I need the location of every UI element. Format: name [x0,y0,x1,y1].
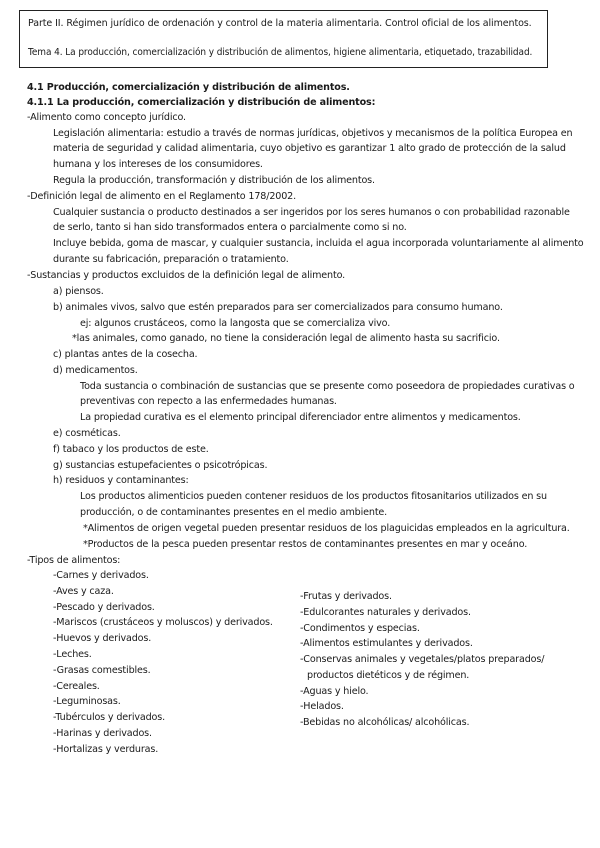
tipos-right-item: -Condimentos y especias. [300,623,420,634]
tipos-left-item: -Hortalizas y verduras. [53,744,159,755]
section-heading: 4.1 Producción, comercialización y distribución de alimentos. [27,82,350,93]
tipos-left-item: -Pescado y derivados. [53,602,155,613]
tipos-left-item: -Cereales. [53,681,100,692]
excluidos-item-f: f) tabaco y los productos de este. [53,444,209,455]
tipos-right-item: -Edulcorantes naturales y derivados. [300,607,471,618]
tipos-left-item: -Harinas y derivados. [53,728,152,739]
tipos-right-item: -Bebidas no alcohólicas/ alcohólicas. [300,717,470,728]
definicion-p2-line2: durante su fabricación, preparación o tratamiento. [53,254,289,265]
definicion-p1-line2: de serlo, tanto si han sido transformados entera o parcialmente como si no. [53,222,407,233]
tipos-right-item: -Frutas y derivados. [300,591,392,602]
excluidos-item-b-note: *las animales, como ganado, no tiene la consideración legal de alimento hasta su sacrificio. [72,333,500,344]
tipos-left-item: -Huevos y derivados. [53,633,152,644]
tipos-title: -Tipos de alimentos: [27,555,121,566]
subsection-heading: 4.1.1 La producción, comercialización y distribución de alimentos: [27,97,376,108]
definicion-p2-line1: Incluye bebida, goma de mascar, y cualquier sustancia, incluida el agua incorporada voluntariamente al alimento [53,238,584,249]
header-box [19,10,548,68]
excluidos-item-h-note2: *Productos de la pesca pueden presentar restos de contaminantes presentes en mar y oceáno. [83,539,528,550]
excluidos-item-h: h) residuos y contaminantes: [53,475,189,486]
tipos-right-item: -Helados. [300,701,344,712]
concepto-p1-line1: Legislación alimentaria: estudio a través de normas jurídicas, objetivos y mecanismos de la política Europea en [53,128,573,139]
excluidos-item-h-note1: *Alimentos de origen vegetal pueden presentar residuos de los plaguicidas empleados en la agricultura. [83,523,570,534]
tipos-right-item: -Aguas y hielo. [300,686,369,697]
definicion-title: -Definición legal de alimento en el Reglamento 178/2002. [27,191,297,202]
excluidos-item-g: g) sustancias estupefacientes o psicotrópicas. [53,460,268,471]
excluidos-item-d-line1: Toda sustancia o combinación de sustancias que se presente como poseedora de propiedades curativas o [80,381,575,392]
tipos-right-item: -Conservas animales y vegetales/platos preparados/ [300,654,545,665]
excluidos-item-d-line3: La propiedad curativa es el elemento principal diferenciador entre alimentos y medicamentos. [80,412,521,423]
tipos-left-item: -Tubérculos y derivados. [53,712,166,723]
tipos-right-item-cont: productos dietéticos y de régimen. [307,670,470,681]
excluidos-item-b: b) animales vivos, salvo que estén preparados para ser comercializados para consumo humano. [53,302,503,313]
concepto-p1-line3: humana y los intereses de los consumidores. [53,159,263,170]
header-tema: Tema 4. La producción, comercialización y distribución de alimentos, higiene alimentaria, etiquetado, trazabilidad. [28,47,533,58]
excluidos-item-a: a) piensos. [53,286,104,297]
header-parte: Parte II. Régimen jurídico de ordenación y control de la materia alimentaria. Control oficial de los alimentos. [28,18,532,29]
tipos-right-item: -Alimentos estimulantes y derivados. [300,638,473,649]
excluidos-item-e: e) cosméticas. [53,428,121,439]
excluidos-item-c: c) plantas antes de la cosecha. [53,349,198,360]
tipos-left-item: -Aves y caza. [53,586,114,597]
excluidos-title: -Sustancias y productos excluidos de la definición legal de alimento. [27,270,346,281]
concepto-p2: Regula la producción, transformación y distribución de los alimentos. [53,175,375,186]
excluidos-item-d-line2: preventivas con repecto a las enfermedades humanas. [80,396,337,407]
tipos-left-item: -Grasas comestibles. [53,665,151,676]
concepto-p1-line2: materia de seguridad y calidad alimentaria, cuyo objetivo es garantizar 1 alto grado de protección de la salud [53,143,566,154]
excluidos-item-h-line2: producción, o de contaminantes presentes en el medio ambiente. [80,507,388,518]
tipos-left-item: -Leches. [53,649,92,660]
excluidos-item-b-example: ej: algunos crustáceos, como la langosta que se comercializa vivo. [80,318,391,329]
tipos-left-item: -Carnes y derivados. [53,570,149,581]
tipos-left-item: -Mariscos (crustáceos y moluscos) y derivados. [53,617,273,628]
tipos-left-item: -Leguminosas. [53,696,121,707]
definicion-p1-line1: Cualquier sustancia o producto destinados a ser ingeridos por los seres humanos o con probabilidad razonable [53,207,570,218]
excluidos-item-h-line1: Los productos alimenticios pueden contener residuos de los productos fitosanitarios utilizados en su [80,491,547,502]
excluidos-item-d: d) medicamentos. [53,365,138,376]
concepto-title: -Alimento como concepto jurídico. [27,112,186,123]
